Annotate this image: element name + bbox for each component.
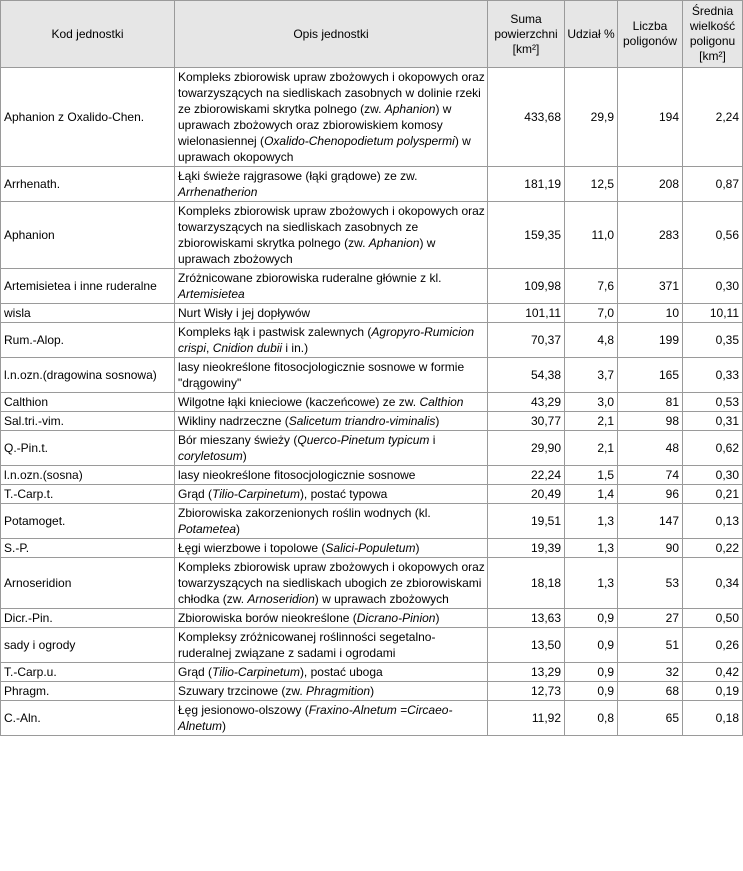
table-row [1,412,743,431]
cell-kod: Q.-Pin.t. [1,431,175,466]
table-row [1,504,743,539]
cell-srednia: 0,35 [683,323,743,358]
cell-srednia: 0,21 [683,485,743,504]
cell-liczba: 199 [618,323,683,358]
cell-suma: 20,49 [488,485,565,504]
table-row [1,68,743,167]
cell-udzial: 0,8 [565,701,618,736]
cell-suma: 70,37 [488,323,565,358]
opis-italic-segment: Artemisietea [178,287,245,301]
opis-italic-segment: Aphanion [368,236,420,250]
opis-segment: ), postać uboga [299,665,383,679]
cell-udzial: 0,9 [565,682,618,701]
opis-segment: ) [370,684,375,698]
cell-liczba: 51 [618,628,683,663]
cell-srednia: 0,62 [683,431,743,466]
opis-segment: ) [242,449,247,463]
cell-udzial: 2,1 [565,412,618,431]
opis-segment: Kompleksy zróżnicowanej roślinności segetalno-ruderalnej związane z sadami i ogrodami [178,630,436,660]
cell-udzial: 11,0 [565,202,618,269]
table-row [1,269,743,304]
table-row [1,431,743,466]
cell-opis [175,682,488,701]
cell-srednia: 0,50 [683,609,743,628]
cell-kod: Artemisietea i inne ruderalne [1,269,175,304]
cell-udzial: 29,9 [565,68,618,167]
opis-segment: i [429,433,436,447]
cell-suma: 18,18 [488,558,565,609]
opis-segment: Szuwary trzcinowe (zw. [178,684,307,698]
opis-segment: ) [415,541,420,555]
opis-segment: Zbiorowiska borów nieokreślone ( [178,611,357,625]
cell-udzial: 7,6 [565,269,618,304]
opis-italic-segment: Arnoseridion [247,592,315,606]
cell-opis [175,431,488,466]
cell-udzial: 2,1 [565,431,618,466]
cell-opis [175,628,488,663]
cell-liczba: 96 [618,485,683,504]
header-opis: Opis jednostki [175,1,488,68]
opis-segment: ) [222,719,227,733]
cell-opis [175,202,488,269]
cell-opis [175,609,488,628]
cell-suma: 181,19 [488,167,565,202]
cell-liczba: 194 [618,68,683,167]
cell-kod: Arnoseridion [1,558,175,609]
cell-udzial: 1,3 [565,539,618,558]
table-row [1,466,743,485]
cell-kod: l.n.ozn.(dragowina sosnowa) [1,358,175,393]
opis-segment: lasy nieokreślone fitosocjologicznie sosnowe [178,468,416,482]
cell-udzial: 0,9 [565,663,618,682]
cell-liczba: 10 [618,304,683,323]
header-row [1,1,743,68]
opis-segment: ) w uprawach zbożowych [314,592,449,606]
cell-srednia: 0,30 [683,466,743,485]
cell-opis [175,663,488,682]
opis-segment: Łęgi wierzbowe i topolowe ( [178,541,326,555]
table-row [1,628,743,663]
opis-segment: i in.) [282,341,309,355]
table-row [1,202,743,269]
cell-srednia: 0,18 [683,701,743,736]
opis-segment: Grąd ( [178,487,213,501]
cell-liczba: 147 [618,504,683,539]
opis-italic-segment: Salicetum triandro-viminalis [288,414,436,428]
cell-liczba: 48 [618,431,683,466]
opis-italic-segment: Calthion [419,395,464,409]
opis-segment: Łęg jesionowo-olszowy ( [178,703,309,717]
opis-segment: ) w uprawach zbożowych [178,236,436,266]
cell-opis [175,485,488,504]
cell-liczba: 32 [618,663,683,682]
cell-suma: 30,77 [488,412,565,431]
opis-segment: ) [236,522,241,536]
opis-italic-segment: Agropyro-Rumicion crispi [178,325,475,355]
header-udzial: Udział % [565,1,618,68]
cell-srednia: 0,33 [683,358,743,393]
opis-segment: Kompleks łąk i pastwisk zalewnych ( [178,325,372,339]
cell-opis [175,68,488,167]
opis-italic-segment: coryletosum [178,449,243,463]
cell-srednia: 0,53 [683,393,743,412]
header-srednia: Średnia wielkość poligonu [km²] [683,1,743,68]
cell-liczba: 53 [618,558,683,609]
opis-italic-segment: Oxalido-Chenopodietum polyspermi [264,134,455,148]
opis-italic-segment: Fraxino-Alnetum =Circaeo-Alnetum [178,703,453,733]
cell-srednia: 0,26 [683,628,743,663]
cell-suma: 13,50 [488,628,565,663]
cell-suma: 13,29 [488,663,565,682]
opis-segment: Zróżnicowane zbiorowiska ruderalne głównie z kl. [178,271,442,285]
cell-opis [175,269,488,304]
cell-opis [175,539,488,558]
cell-srednia: 0,31 [683,412,743,431]
opis-segment: Kompleks zbiorowisk upraw zbożowych i okopowych oraz towarzyszących na siedliskach ubogich ze zbiorowiskami chłodka (zw. [178,560,485,606]
cell-srednia: 2,24 [683,68,743,167]
cell-suma: 43,29 [488,393,565,412]
opis-segment: ) [435,414,440,428]
cell-suma: 19,51 [488,504,565,539]
opis-segment: lasy nieokreślone fitosocjologicznie sosnowe w formie "drągowiny" [178,360,465,390]
opis-segment: Grąd ( [178,665,213,679]
table-body [1,68,743,736]
cell-opis [175,304,488,323]
cell-kod: Phragm. [1,682,175,701]
cell-udzial: 4,8 [565,323,618,358]
cell-srednia: 0,87 [683,167,743,202]
opis-segment: ) [435,611,440,625]
cell-srednia: 0,42 [683,663,743,682]
table-row [1,323,743,358]
opis-segment: Bór mieszany świeży ( [178,433,298,447]
opis-italic-segment: Arrhenatherion [178,185,258,199]
cell-kod: Calthion [1,393,175,412]
cell-kod: C.-Aln. [1,701,175,736]
opis-segment: Zbiorowiska zakorzenionych roślin wodnych (kl. [178,506,431,520]
cell-udzial: 1,5 [565,466,618,485]
cell-srednia: 0,56 [683,202,743,269]
opis-segment: Kompleks zbiorowisk upraw zbożowych i okopowych oraz towarzyszących na siedliskach zasobnych ze zbiorowiskami skrytka polnego (zw. [178,204,485,250]
cell-suma: 109,98 [488,269,565,304]
cell-opis [175,167,488,202]
opis-segment: ) w uprawach okopowych [178,134,471,164]
cell-suma: 54,38 [488,358,565,393]
cell-opis [175,466,488,485]
opis-segment: Łąki świeże rajgrasowe (łąki grądowe) ze zw. [178,169,418,183]
opis-italic-segment: Salici-Populetum [325,541,416,555]
cell-udzial: 1,3 [565,558,618,609]
cell-udzial: 1,4 [565,485,618,504]
cell-liczba: 371 [618,269,683,304]
header-kod: Kod jednostki [1,1,175,68]
cell-opis [175,412,488,431]
table-row [1,393,743,412]
cell-kod: Sal.tri.-vim. [1,412,175,431]
cell-suma: 22,24 [488,466,565,485]
table-row [1,539,743,558]
cell-suma: 101,11 [488,304,565,323]
cell-liczba: 165 [618,358,683,393]
opis-segment: Wilgotne łąki knieciowe (kaczeńcowe) ze zw. [178,395,420,409]
opis-italic-segment: Tilio-Carpinetum [212,665,300,679]
cell-opis [175,504,488,539]
cell-liczba: 283 [618,202,683,269]
opis-segment: , [206,341,213,355]
cell-srednia: 0,13 [683,504,743,539]
cell-kod: Dicr.-Pin. [1,609,175,628]
opis-italic-segment: Dicrano-Pinion [356,611,436,625]
cell-kod: l.n.ozn.(sosna) [1,466,175,485]
table-row [1,358,743,393]
cell-srednia: 0,34 [683,558,743,609]
cell-suma: 13,63 [488,609,565,628]
table-row [1,682,743,701]
cell-liczba: 27 [618,609,683,628]
cell-srednia: 10,11 [683,304,743,323]
cell-kod: T.-Carp.u. [1,663,175,682]
table-row [1,485,743,504]
cell-liczba: 74 [618,466,683,485]
cell-opis [175,701,488,736]
cell-kod: sady i ogrody [1,628,175,663]
cell-opis [175,358,488,393]
cell-udzial: 0,9 [565,628,618,663]
cell-srednia: 0,22 [683,539,743,558]
opis-italic-segment: Querco-Pinetum typicum [297,433,430,447]
cell-udzial: 1,3 [565,504,618,539]
table-row [1,701,743,736]
opis-segment: Nurt Wisły i jej dopływów [178,306,311,320]
cell-suma: 19,39 [488,539,565,558]
cell-liczba: 68 [618,682,683,701]
cell-srednia: 0,19 [683,682,743,701]
cell-liczba: 65 [618,701,683,736]
header-liczba: Liczba poligonów [618,1,683,68]
cell-kod: S.-P. [1,539,175,558]
cell-liczba: 208 [618,167,683,202]
cell-udzial: 7,0 [565,304,618,323]
cell-udzial: 3,7 [565,358,618,393]
cell-suma: 12,73 [488,682,565,701]
table-row [1,167,743,202]
table-row [1,558,743,609]
cell-suma: 29,90 [488,431,565,466]
table-row [1,663,743,682]
cell-kod: wisla [1,304,175,323]
cell-kod: Potamoget. [1,504,175,539]
table-row [1,609,743,628]
cell-udzial: 12,5 [565,167,618,202]
cell-opis [175,393,488,412]
cell-suma: 11,92 [488,701,565,736]
table-row [1,304,743,323]
cell-opis [175,323,488,358]
header-suma: Suma powierzchni [km²] [488,1,565,68]
cell-kod: Arrhenath. [1,167,175,202]
cell-liczba: 98 [618,412,683,431]
opis-segment: Wikliny nadrzeczne ( [178,414,289,428]
cell-udzial: 0,9 [565,609,618,628]
opis-segment: ) w uprawach zbożowych oraz zbiorowiskiem komosy wielonasiennej ( [178,102,452,148]
cell-udzial: 3,0 [565,393,618,412]
cell-liczba: 90 [618,539,683,558]
cell-srednia: 0,30 [683,269,743,304]
cell-suma: 159,35 [488,202,565,269]
opis-italic-segment: Phragmition [306,684,371,698]
cell-suma: 433,68 [488,68,565,167]
opis-italic-segment: Potametea [178,522,237,536]
cell-kod: Aphanion [1,202,175,269]
cell-opis [175,558,488,609]
opis-italic-segment: Tilio-Carpinetum [212,487,300,501]
opis-segment: Kompleks zbiorowisk upraw zbożowych i okopowych oraz towarzyszących na siedliskach zasobnych w dolinie rzeki ze zbiorowiskami skrytka polnego (zw. [178,70,485,116]
opis-italic-segment: Aphanion [384,102,436,116]
opis-segment: ), postać typowa [299,487,388,501]
cell-kod: Aphanion z Oxalido-Chen. [1,68,175,167]
opis-italic-segment: Cnidion dubii [212,341,283,355]
cell-kod: Rum.-Alop. [1,323,175,358]
cell-kod: T.-Carp.t. [1,485,175,504]
cell-liczba: 81 [618,393,683,412]
